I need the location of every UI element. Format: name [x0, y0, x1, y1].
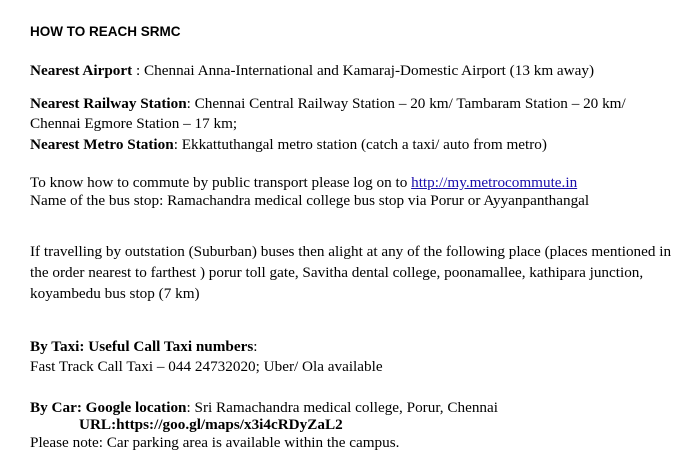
page-title: HOW TO REACH SRMC [30, 24, 181, 39]
taxi-heading-line [30, 338, 257, 356]
car-text: : Sri Ramachandra medical college, Porur, Chennai [186, 399, 498, 416]
taxi-numbers-line: Fast Track Call Taxi – 044 24732020; Uber/ Ola available [30, 358, 383, 375]
public-transport-line [30, 174, 577, 192]
railway-label: Nearest Railway Station [30, 95, 187, 112]
metro-text: : Ekkattuthangal metro station (catch a taxi/ auto from metro) [173, 136, 547, 153]
parking-note: Please note: Car parking area is available within the campus. [30, 434, 400, 451]
metro-label: Nearest Metro Station [30, 136, 174, 153]
car-map-url: URL:https://goo.gl/maps/x3i4cRDyZaL2 [79, 416, 343, 433]
car-label: By Car: Google location [30, 399, 187, 416]
outstation-paragraph: If travelling by outstation (Suburban) buses then alight at any of the following place (places mentioned in the order nearest to farthest ) porur toll gate, Savitha dental college, poonamallee, kathipara junction, koyambedu bus stop (7 km) [30, 243, 672, 302]
taxi-label-suffix: : [253, 338, 258, 355]
railway-line-2: Chennai Egmore Station – 17 km; [30, 115, 238, 132]
bus-stop-line: Name of the bus stop: Ramachandra medical college bus stop via Porur or Ayyanpanthangal [30, 192, 590, 209]
metrocommute-link[interactable]: http://my.metrocommute.in [411, 174, 578, 191]
railway-line-1 [30, 95, 626, 113]
car-location-line [30, 399, 498, 417]
airport-label: Nearest Airport [30, 62, 133, 79]
taxi-label: By Taxi: Useful Call Taxi numbers [30, 338, 254, 355]
railway-text-1: : Chennai Central Railway Station – 20 km/ Tambaram Station – 20 km/ [186, 95, 626, 112]
metro-line [30, 136, 547, 154]
public-transport-text: To know how to commute by public transport please log on to [30, 174, 412, 191]
airport-line [30, 62, 594, 80]
airport-text: : Chennai Anna-International and Kamaraj-Domestic Airport (13 km away) [132, 62, 595, 79]
